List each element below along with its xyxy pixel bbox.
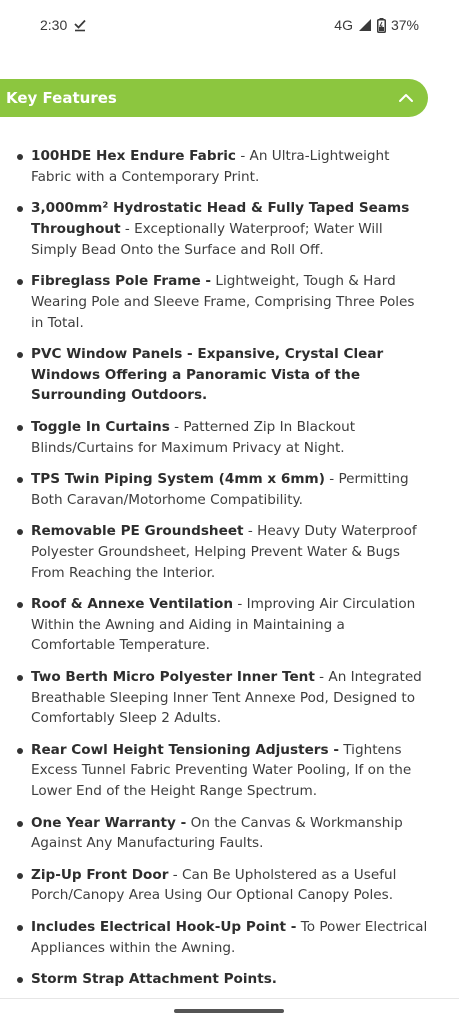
- bullet-icon: [17, 675, 23, 681]
- bullet-icon: [17, 873, 23, 879]
- feature-item: [0, 594, 459, 656]
- bullet-icon: [17, 279, 23, 285]
- feature-title: Fibreglass Pole Frame -: [31, 272, 212, 289]
- home-indicator[interactable]: [174, 1009, 284, 1013]
- check-icon: [73, 18, 87, 32]
- bullet-icon: [17, 977, 23, 983]
- signal-icon: [358, 18, 372, 32]
- bullet-icon: [17, 206, 23, 212]
- key-features-accordion[interactable]: [0, 79, 428, 117]
- feature-item: [0, 469, 459, 511]
- feature-description: To Power Electrical Appliances within the Awning.: [31, 918, 428, 956]
- feature-title: Removable PE Groundsheet: [31, 522, 244, 539]
- bullet-icon: [17, 425, 23, 431]
- feature-item: [0, 740, 459, 802]
- feature-item: [0, 521, 459, 583]
- bullet-icon: [17, 477, 23, 483]
- feature-item: [0, 198, 459, 260]
- feature-item: [0, 969, 459, 990]
- bullet-icon: [17, 925, 23, 931]
- feature-description: - Heavy Duty Waterproof Polyester Groundsheet, Helping Prevent Water & Bugs From Reaching the Interior.: [31, 522, 417, 581]
- status-time-group: [40, 17, 87, 33]
- chevron-up-icon[interactable]: [398, 93, 414, 103]
- feature-title: PVC Window Panels - Expansive, Crystal Clear Windows Offering a Panoramic Vista of the Surrounding Outdoors.: [31, 345, 384, 404]
- feature-description: - An Integrated Breathable Sleeping Inner Tent Annexe Pod, Designed to Comfortably Sleep 2 Adults.: [31, 668, 422, 727]
- feature-item: [0, 146, 459, 188]
- feature-item: [0, 667, 459, 729]
- feature-item: [0, 813, 459, 855]
- feature-title: 100HDE Hex Endure Fabric: [31, 148, 236, 164]
- bullet-icon: [17, 602, 23, 608]
- battery-icon: [377, 18, 386, 33]
- network-type: 4G: [334, 17, 353, 33]
- feature-title: Storm Strap Attachment Points.: [31, 970, 277, 987]
- feature-title: Rear Cowl Height Tensioning Adjusters -: [31, 741, 339, 758]
- feature-description: - Permitting Both Caravan/Motorhome Compatibility.: [31, 470, 409, 508]
- feature-description: - Improving Air Circulation Within the Awning and Aiding in Maintaining a Comfortable Temperature.: [31, 595, 416, 654]
- feature-description: Lightweight, Tough & Hard Wearing Pole and Sleeve Frame, Comprising Three Poles in Total.: [31, 272, 415, 331]
- bullet-icon: [17, 154, 23, 160]
- feature-title: Toggle In Curtains: [31, 418, 170, 435]
- feature-title: Two Berth Micro Polyester Inner Tent: [31, 668, 315, 685]
- battery-level: 37%: [390, 17, 419, 33]
- bullet-icon: [17, 352, 23, 358]
- bullet-icon: [17, 748, 23, 754]
- bullet-icon: [17, 821, 23, 827]
- feature-item: [0, 271, 459, 333]
- feature-title: One Year Warranty -: [31, 814, 187, 831]
- feature-item: [0, 344, 459, 406]
- status-time: 2:30: [40, 17, 68, 33]
- status-indicators: [334, 17, 419, 33]
- bullet-icon: [17, 529, 23, 535]
- feature-title: Includes Electrical Hook-Up Point -: [31, 918, 297, 935]
- feature-list: [0, 146, 459, 1000]
- feature-description: Tightens Excess Tunnel Fabric Preventing Water Pooling, If on the Lower End of the Height Range Spectrum.: [31, 741, 412, 800]
- feature-description: - Patterned Zip In Blackout Blinds/Curtains for Maximum Privacy at Night.: [31, 418, 356, 456]
- status-bar: [0, 0, 459, 52]
- feature-title: 3,000mm² Hydrostatic Head & Fully Taped Seams Throughout: [31, 200, 410, 237]
- feature-description: On the Canvas & Workmanship Against Any Manufacturing Faults.: [31, 814, 403, 852]
- feature-description: - Exceptionally Waterproof; Water Will Simply Bead Onto the Surface and Roll Off.: [31, 220, 383, 258]
- feature-description: - Can Be Upholstered as a Useful Porch/Canopy Area Using Our Optional Canopy Poles.: [31, 866, 397, 904]
- divider: [0, 998, 459, 999]
- feature-title: Zip-Up Front Door: [31, 866, 169, 883]
- feature-description: - An Ultra-Lightweight Fabric with a Contemporary Print.: [31, 148, 390, 185]
- feature-title: Roof & Annexe Ventilation: [31, 595, 234, 612]
- feature-item: [0, 865, 459, 907]
- feature-title: TPS Twin Piping System (4mm x 6mm): [31, 470, 325, 487]
- feature-item: [0, 917, 459, 959]
- accordion-title: Key Features: [6, 89, 117, 107]
- feature-item: [0, 417, 459, 459]
